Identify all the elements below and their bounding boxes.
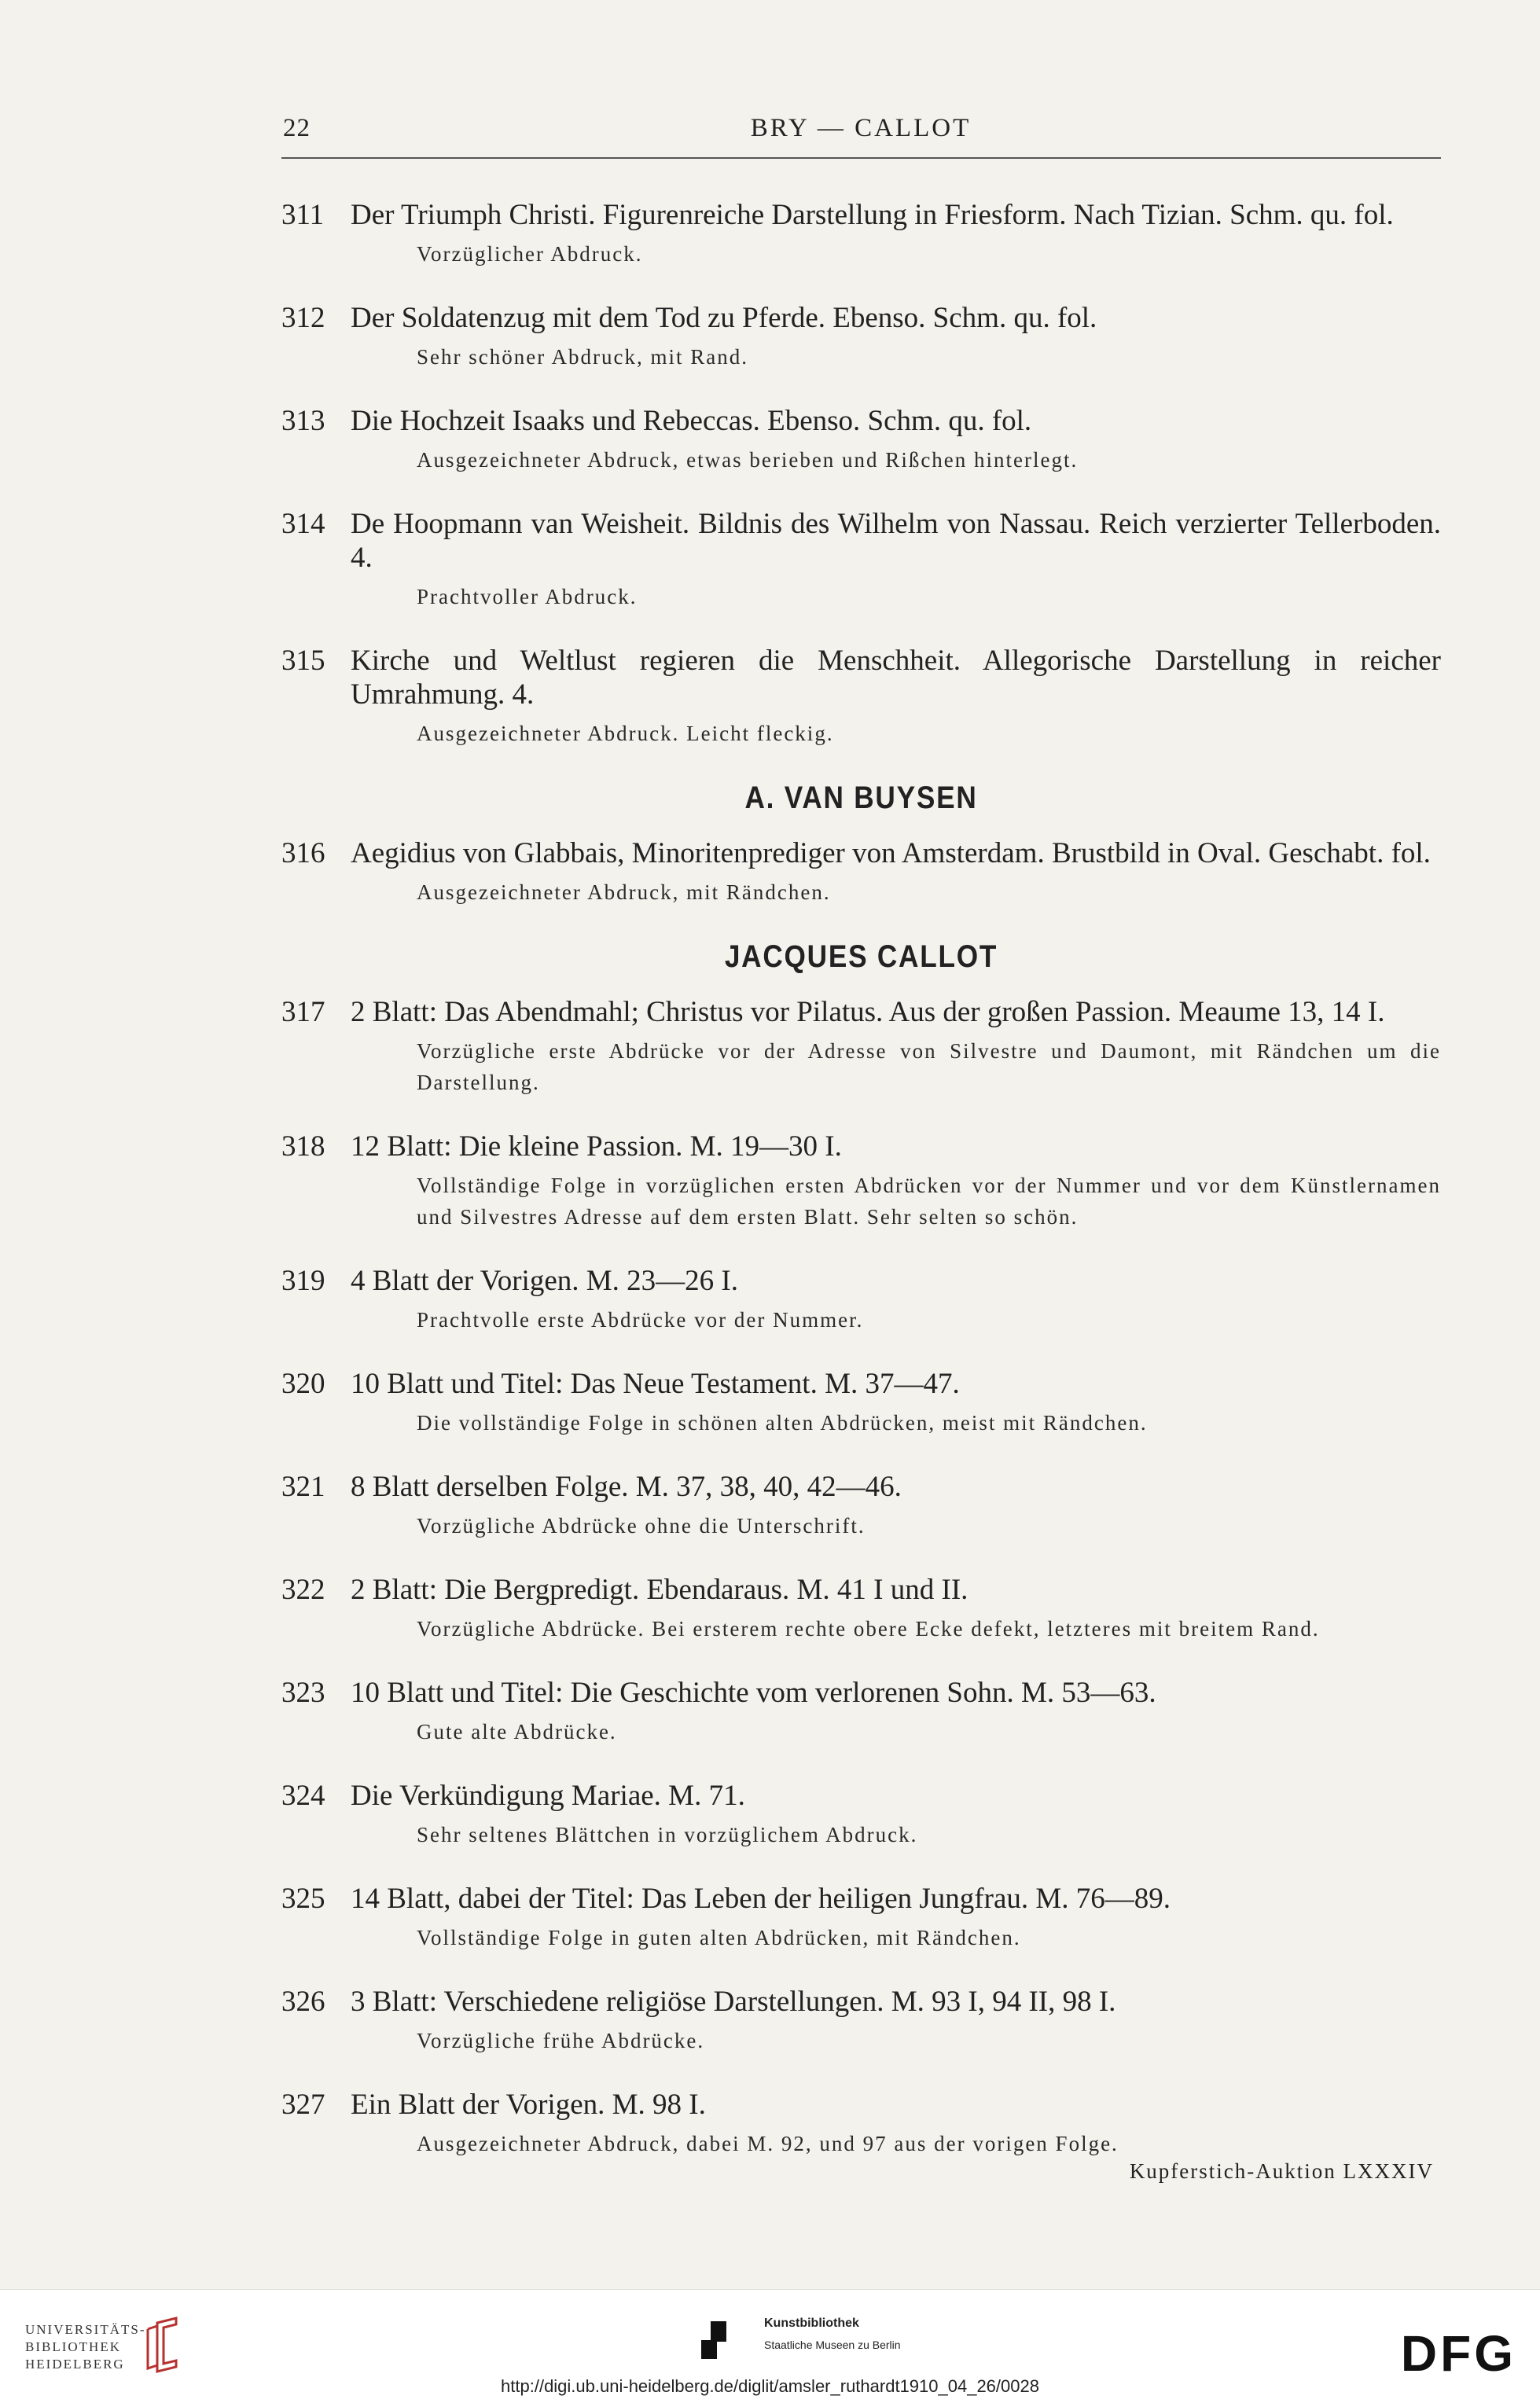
entry-title: Kirche und Weltlust regieren die Menschheit. Allegorische Darstellung in reicher Umrahmung. 4.: [351, 645, 1441, 711]
entry-condition-note: Prachtvoller Abdruck.: [417, 585, 638, 608]
entry-number: 325: [281, 1883, 325, 1915]
entry-number: 322: [281, 1574, 325, 1606]
entry-condition-note: Vorzüglicher Abdruck.: [417, 242, 643, 266]
kb-subtitle: Staatliche Museen zu Berlin: [764, 2339, 901, 2351]
page-header: [283, 114, 1439, 153]
entry-title: De Hoopmann van Weisheit. Bildnis des Wilhelm von Nassau. Reich verzierter Tellerboden. 4.: [351, 508, 1441, 574]
catalog-entry: [281, 1676, 1441, 1747]
entry-condition-note: Die vollständige Folge in schönen alten Abdrücken, meist mit Rändchen.: [417, 1411, 1148, 1435]
entry-number: 317: [281, 996, 325, 1028]
entry-condition-note: Ausgezeichneter Abdruck, dabei M. 92, und 97 aus der vorigen Folge.: [417, 2132, 1119, 2155]
entry-number: 326: [281, 1986, 325, 2018]
entry-title: 8 Blatt derselben Folge. M. 37, 38, 40, 42—46.: [351, 1471, 902, 1503]
catalog-entry: [281, 1470, 1441, 1541]
footer-auction-reference: Kupferstich-Auktion LXXXIV: [1129, 2159, 1434, 2183]
entry-condition-note: Prachtvolle erste Abdrücke vor der Nummer.: [417, 1308, 864, 1332]
entry-title: 2 Blatt: Das Abendmahl; Christus vor Pilatus. Aus der großen Passion. Meaume 13, 14 I.: [351, 996, 1385, 1028]
dfg-logo: DFG: [1400, 2325, 1516, 2382]
entry-condition-note: Gute alte Abdrücke.: [417, 1720, 617, 1743]
kunstbibliothek-label: [764, 2317, 901, 2351]
entry-number: 315: [281, 645, 325, 677]
kunstbibliothek-logo-icon: [700, 2320, 737, 2361]
entry-number: 314: [281, 508, 325, 540]
entry-title: 4 Blatt der Vorigen. M. 23—26 I.: [351, 1265, 738, 1297]
entry-title: Ein Blatt der Vorigen. M. 98 I.: [351, 2089, 706, 2121]
catalog-entry: [281, 1130, 1441, 1233]
entry-number: 311: [281, 199, 325, 231]
entry-title: Die Hochzeit Isaaks und Rebeccas. Ebenso. Schm. qu. fol.: [351, 405, 1032, 437]
entry-number: 318: [281, 1130, 325, 1163]
entry-number: 312: [281, 302, 325, 334]
catalog-entry: [281, 836, 1441, 908]
entry-condition-note: Ausgezeichneter Abdruck, mit Rändchen.: [417, 880, 831, 904]
section-heading-van-buysen: A. VAN BUYSEN: [744, 781, 978, 815]
catalog-entry: [281, 1985, 1441, 2056]
entry-title: Der Triumph Christi. Figurenreiche Darstellung in Friesform. Nach Tizian. Schm. qu. fol.: [351, 199, 1394, 231]
entry-condition-note: Vorzügliche Abdrücke. Bei ersterem rechte obere Ecke defekt, letzteres mit breitem Rand.: [417, 1617, 1320, 1641]
entry-condition-note: Vollständige Folge in vorzüglichen ersten Abdrücken vor der Nummer und vor dem Künstlernamen und Silvestres Adresse auf dem ersten Blatt. Sehr selten so schön.: [417, 1174, 1441, 1229]
entries-van-buysen: [281, 836, 1441, 908]
catalog-entry: [281, 644, 1441, 749]
entries-bry: [281, 198, 1441, 749]
catalog-entry: [281, 507, 1441, 612]
entry-condition-note: Vorzügliche frühe Abdrücke.: [417, 2029, 705, 2052]
catalog-entry: [281, 198, 1441, 270]
entry-number: 321: [281, 1471, 325, 1503]
entry-number: 313: [281, 405, 325, 437]
entry-title: 3 Blatt: Verschiedene religiöse Darstellungen. M. 93 I, 94 II, 98 I.: [351, 1986, 1116, 2018]
uni-logo-line: BIBLIOTHEK: [25, 2339, 121, 2354]
university-emblem-icon: [142, 2317, 185, 2375]
catalog-entry: [281, 1573, 1441, 1644]
catalog-entry: [281, 301, 1441, 373]
entry-number: 316: [281, 837, 325, 869]
catalog-entry: [281, 404, 1441, 476]
permalink-url[interactable]: http://digi.ub.uni-heidelberg.de/diglit/amsler_ruthardt1910_04_26/0028: [501, 2376, 1039, 2396]
page-number: 22: [283, 114, 311, 142]
entry-number: 319: [281, 1265, 325, 1297]
entry-condition-note: Sehr schöner Abdruck, mit Rand.: [417, 345, 748, 369]
entry-title: Aegidius von Glabbais, Minoritenprediger von Amsterdam. Brustbild in Oval. Geschabt. fol.: [351, 837, 1431, 869]
entries-callot: [281, 995, 1441, 2159]
catalog-entry: [281, 1882, 1441, 1953]
kb-title: Kunstbibliothek: [764, 2317, 859, 2330]
entry-condition-note: Ausgezeichneter Abdruck. Leicht fleckig.: [417, 722, 834, 745]
uni-logo-line: HEIDELBERG: [25, 2357, 125, 2372]
entry-title: 10 Blatt und Titel: Die Geschichte vom verlorenen Sohn. M. 53—63.: [351, 1677, 1156, 1709]
catalog-content: [281, 198, 1441, 2191]
catalog-entry: [281, 2088, 1441, 2159]
catalog-entry: [281, 1264, 1441, 1336]
entry-number: 320: [281, 1368, 325, 1400]
catalog-entry: [281, 995, 1441, 1098]
uni-logo-line: UNIVERSITÄTS-: [25, 2322, 146, 2337]
digitization-footer-bar: [0, 2289, 1540, 2403]
entry-title: 12 Blatt: Die kleine Passion. M. 19—30 I.: [351, 1130, 842, 1163]
entry-condition-note: Vollständige Folge in guten alten Abdrücken, mit Rändchen.: [417, 1926, 1021, 1949]
section-heading-callot: JACQUES CALLOT: [724, 939, 998, 974]
entry-title: Die Verkündigung Mariae. M. 71.: [351, 1780, 745, 1812]
entry-title: Der Soldatenzug mit dem Tod zu Pferde. Ebenso. Schm. qu. fol.: [351, 302, 1097, 334]
header-rule: [281, 157, 1441, 159]
entry-condition-note: Vorzügliche erste Abdrücke vor der Adresse von Silvestre und Daumont, mit Rändchen um die Darstellung.: [417, 1039, 1441, 1094]
entry-condition-note: Ausgezeichneter Abdruck, etwas berieben und Rißchen hinterlegt.: [417, 448, 1079, 472]
entry-number: 324: [281, 1780, 325, 1812]
entry-number: 323: [281, 1677, 325, 1709]
entry-title: 14 Blatt, dabei der Titel: Das Leben der heiligen Jungfrau. M. 76—89.: [351, 1883, 1171, 1915]
entry-title: 2 Blatt: Die Bergpredigt. Ebendaraus. M. 41 I und II.: [351, 1574, 968, 1606]
catalog-entry: [281, 1367, 1441, 1438]
entry-condition-note: Sehr seltenes Blättchen in vorzüglichem Abdruck.: [417, 1823, 918, 1846]
catalog-entry: [281, 1779, 1441, 1850]
entry-title: 10 Blatt und Titel: Das Neue Testament. M. 37—47.: [351, 1368, 960, 1400]
entry-condition-note: Vorzügliche Abdrücke ohne die Unterschrift.: [417, 1514, 866, 1538]
entry-number: 327: [281, 2089, 325, 2121]
university-library-logo: [25, 2321, 146, 2373]
running-title: BRY — CALLOT: [750, 114, 972, 142]
